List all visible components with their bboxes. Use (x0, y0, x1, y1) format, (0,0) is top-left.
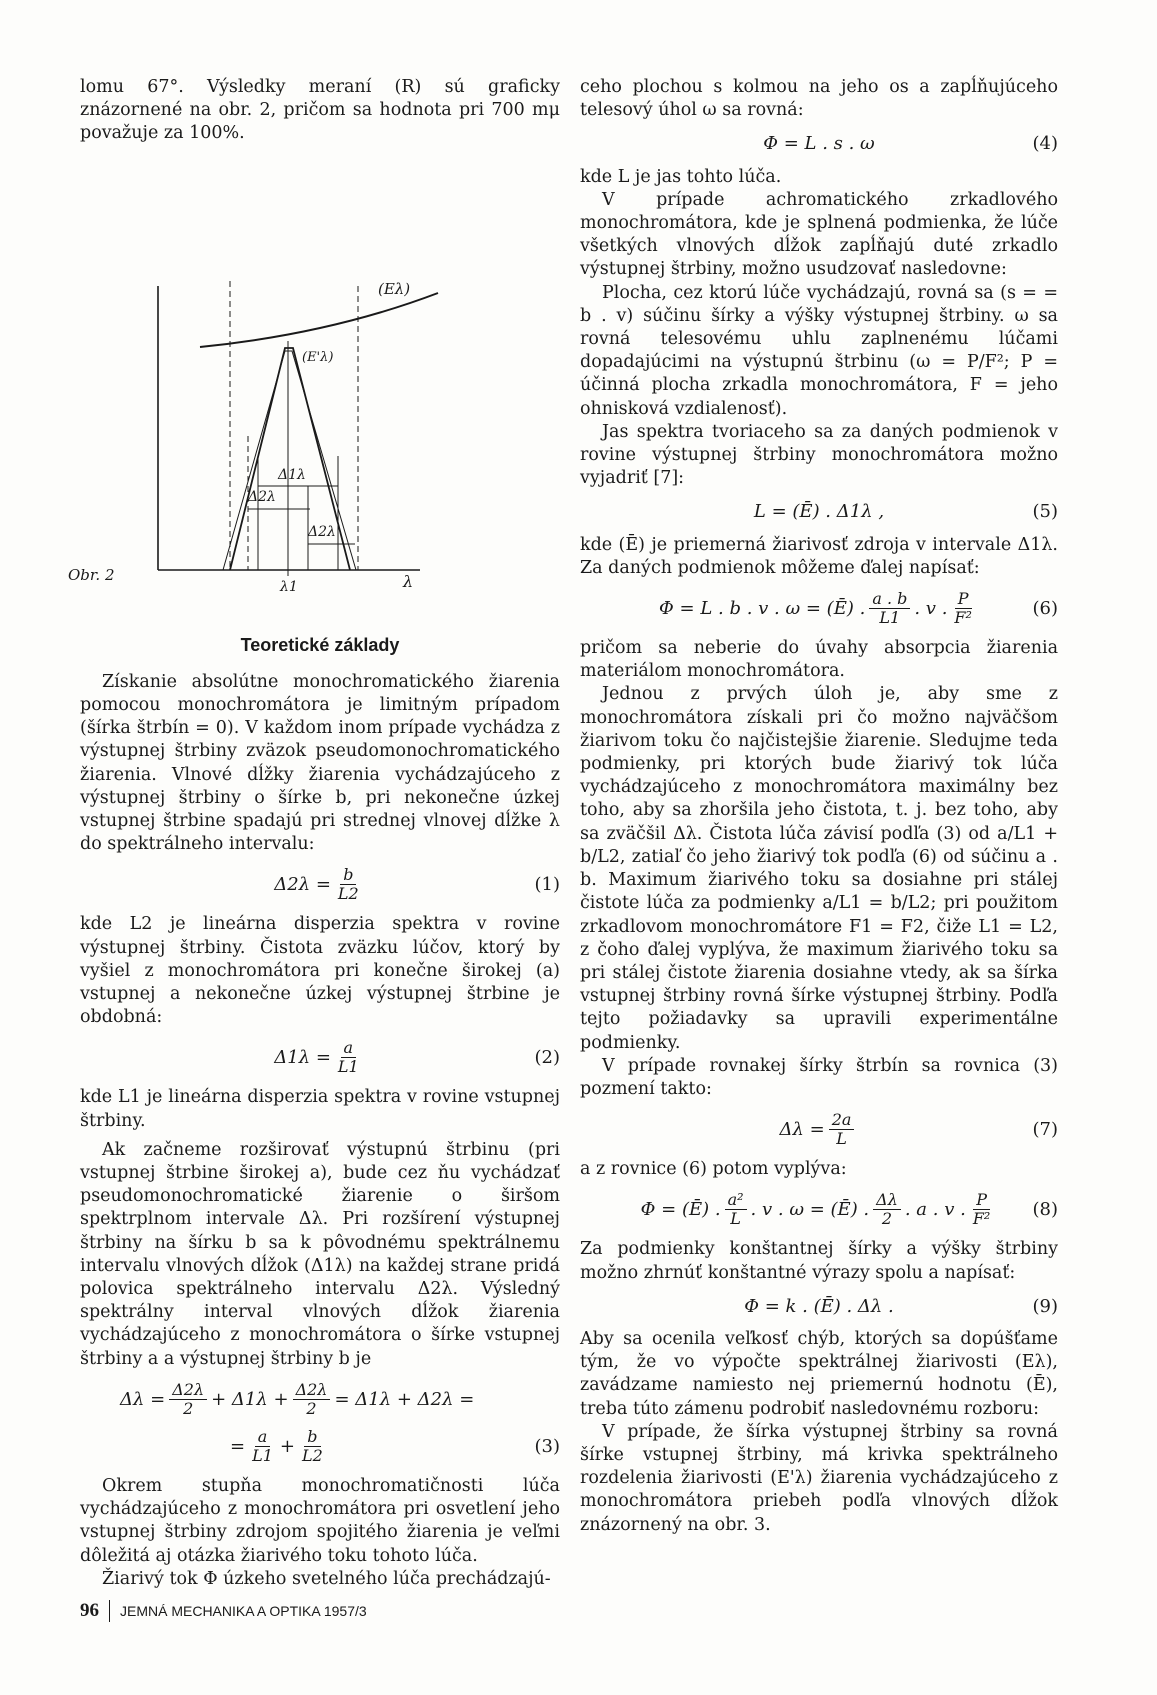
page-footer (80, 1600, 367, 1622)
equation-4: Φ = L . s . ω (4) (763, 133, 1058, 155)
paragraph: a z rovnice (6) potom vyplýva: (580, 1159, 847, 1180)
page-number: 96 (80, 1600, 99, 1621)
paragraph: kde L1 je lineárna disperzia spektra v rovine vstupnej štrbiny. (80, 1087, 560, 1131)
paragraph: Ak začneme rozširovať výstupnú štrbinu (pri vstupnej štrbine širokej a), bude cez ňu vychádzať pseudomonochromatické žiarenie o širšom spektrplnom intervale Δλ. Pri rozšírení výstupnej štrbiny na šírku b sa k pôvodnému spektrálnemu intervalu vlnových dĺžok (Δ1λ) na každej strane pridá polovica spektrálneho intervalu Δ2λ. Výsledný spektrálny interval vlnových dĺžok žiarenia vychádzajúceho z monochromátora o šírke vstupnej štrbiny a a výstupnej štrbiny b je (80, 1139, 560, 1369)
label-delta1: Δ1λ (278, 466, 306, 483)
paragraph: kde (Ē) je priemerná žiarivosť zdroja v intervale Δ1λ. Za daných podmienok môžeme ďalej napísať: (580, 534, 1058, 578)
equation-7: Δλ = $\frac{2a}{L}$ (7) (779, 1110, 1058, 1149)
paragraph: Plocha, cez ktorú lúče vychádzajú, rovná sa (s = = b . v) súčinu šírky a výšky výstupnej štrbiny. ω sa rovná telesovému uhlu zaplnenému lúčami dopadajúcimi na výstupnú štrbinu (ω = P/F²; P = účinná plocha zrkadla monochromátora, F = jeho ohnisková vzdialenosť). (580, 282, 1058, 419)
equation-5: L = (Ē) . Δ1λ , (5) (753, 501, 1058, 523)
equation-6: Φ = L . b . v . ω = (Ē) . $\frac{a . b}{L1}$ . v . $\frac{P}{\text{F²}}$ (6) (659, 589, 1058, 628)
label-e-lambda: (Eλ) (378, 279, 411, 298)
equation-9: Φ = k . (Ē) . Δλ . (9) (744, 1295, 1058, 1317)
figure-2 (68, 156, 560, 616)
equation-2 (80, 1039, 560, 1076)
footer-divider (109, 1600, 110, 1622)
paragraph: V prípade, že šírka výstupnej štrbiny sa rovná šírke vstupnej štrbiny, má krivka spektrálneho rozdelenia žiarivosti (E'λ) žiarenia vychádzajúceho z monochromátora priebeh podľa vlnových dĺžok znázornený na obr. 3. (580, 1421, 1058, 1535)
figure-caption: Obr. 2 (68, 565, 115, 584)
paragraph: V prípade achromatického zrkadlového monochromátora, kde je splnená podmienka, že lúče všetkých vlnových dĺžok zapĺňajú duté zrkadlo výstupnej štrbiny, možno usudzovať nasledovne: (580, 189, 1058, 280)
intro-paragraph: lomu 67°. Výsledky meraní (R) sú graficky znázornené na obr. 2, pričom sa hodnota pri 700 mμ považuje za 100%. (80, 77, 560, 144)
fraction: $\frac{b}{L2}$ (337, 865, 359, 904)
journal-name: JEMNÁ MECHANIKA A OPTIKA 1957/3 (120, 1603, 367, 1619)
equation-1 (80, 866, 560, 903)
paragraph: Žiarivý tok Φ úzkeho svetelného lúča prechádzajú- (102, 1568, 551, 1589)
fraction: $\frac{a}{L1}$ (337, 1038, 359, 1077)
equation-8: Φ = (Ē) . $\frac{\text{a²}}{L}$ . v . ω = (Ē) . $\frac{\Delta\lambda}{2}$ . a . v . $\frac{P}{\text{F²}}$ (8) (640, 1190, 1058, 1229)
left-column (68, 76, 560, 1591)
equation-number: (3) (534, 1435, 560, 1457)
label-delta2-right: Δ2λ (308, 523, 336, 540)
paragraph: Okrem stupňa monochromatičnosti lúča vychádzajúceho z monochromátora pri osvetlení jeho vstupnej štrbiny zdrojom spojitého žiarenia je veľmi dôležitá aj otázka žiarivého toku tohoto lúča. (80, 1475, 560, 1566)
paragraph: Aby sa ocenila veľkosť chýb, ktorých sa dopúšťame tým, že vo výpočte spektrálnej žiarivosti (Eλ), zavádzame namiesto nej priemernú hodnotu (Ē), treba túto zámenu podrobiť nasledovnému rozboru: (580, 1328, 1058, 1419)
eq-lhs: Δ1λ = (274, 1047, 331, 1069)
equation-number: (2) (534, 1047, 560, 1069)
paragraph: Získanie absolútne monochromatického žiarenia pomocou monochromátora je limitným prípadom (šírka štrbín = 0). V každom inom prípade vychádza z výstupnej štrbiny zväzok pseudomonochromatického žiarenia. Vlnové dĺžky žiarenia vychádzajúceho z výstupnej štrbiny o šírke b, pri nekonečne úzkej vstupnej štrbine spadajú pri strednej vlnovej dĺžke λ do spektrálneho intervalu: (80, 671, 560, 855)
section-heading: Teoretické základy (240, 634, 400, 655)
equation-3-line-2: = $\frac{a}{L1}$ + $\frac{b}{L2}$ (3) (230, 1426, 560, 1465)
paragraph: kde L je jas tohto lúča. (580, 166, 782, 187)
paragraph: V prípade rovnakej šírky štrbín sa rovnica (3) pozmení takto: (580, 1055, 1058, 1099)
paragraph: Jas spektra tvoriaceho sa za daných podmienok v rovine výstupnej štrbiny monochromátora možno vyjadriť [7]: (580, 421, 1058, 489)
label-delta2-left: Δ2λ (248, 488, 276, 505)
paragraph: Za podmienky konštantnej šírky a výšky štrbiny možno zhrnúť konštantné výrazy spolu a napísať: (580, 1239, 1058, 1283)
paragraph: Jednou z prvých úloh je, aby sme z monochromátora získali pri čo možno najväčšom žiarivom toku čo najčistejšie žiarenie. Sledujme teda podmienky, pri ktorých bude žiarivý tok lúča vychádzajúceho z monochromátora maximálny bez toho, aby sa zhoršila jeho čistota, t. j. bez toho, aby sa zväčšil Δλ. Čistota lúča závisí podľa (3) od a/L1 + b/L2, zatiaľ čo jeho žiarivý tok podľa (6) od súčinu a . b. Maximum žiarivého toku sa dosiahne pri stálej čistote lúča za podmienky a/L1 = b/L2; pri použitom zrkadlovom monochromátore F1 = F2, čiže L1 = L2, z čoho ďalej vyplýva, že maximum žiarivého toku sa pri stálej čistote žiarenia dosiahne vtedy, ak sa šírka vstupnej štrbiny rovná šírke výstupnej štrbiny. Podľa tejto požiadavky sa upravili experimentálne podmienky. (580, 684, 1058, 1053)
eq-lhs: Δ2λ = (274, 874, 331, 896)
paragraph: ceho plochou s kolmou na jeho os a zapĺňujúceho telesový úhol ω sa rovná: (580, 77, 1058, 121)
equation-3-line-1: Δλ = $\frac{\Delta 2\lambda}{2}$ + Δ1λ + $\frac{\Delta 2\lambda}{2}$ = Δ1λ + Δ2λ = (120, 1379, 475, 1418)
equation-number: (1) (534, 874, 560, 896)
label-lambda1: λ1 (280, 578, 298, 595)
label-e-lambda-prime: (E'λ) (302, 349, 334, 365)
label-lambda: λ (403, 571, 414, 591)
right-column (580, 76, 1058, 1537)
paragraph: kde L2 je lineárna disperzia spektra v rovine výstupnej štrbiny. Čistota zväzku lúčov, ktorý by vyšiel z monochromátora pri konečne širokej (a) vstupnej a nekonečne úzkej výstupnej štrbine je obdobná: (80, 914, 560, 1028)
paragraph: pričom sa neberie do úvahy absorpcia žiarenia materiálom monochromátora. (580, 638, 1058, 682)
